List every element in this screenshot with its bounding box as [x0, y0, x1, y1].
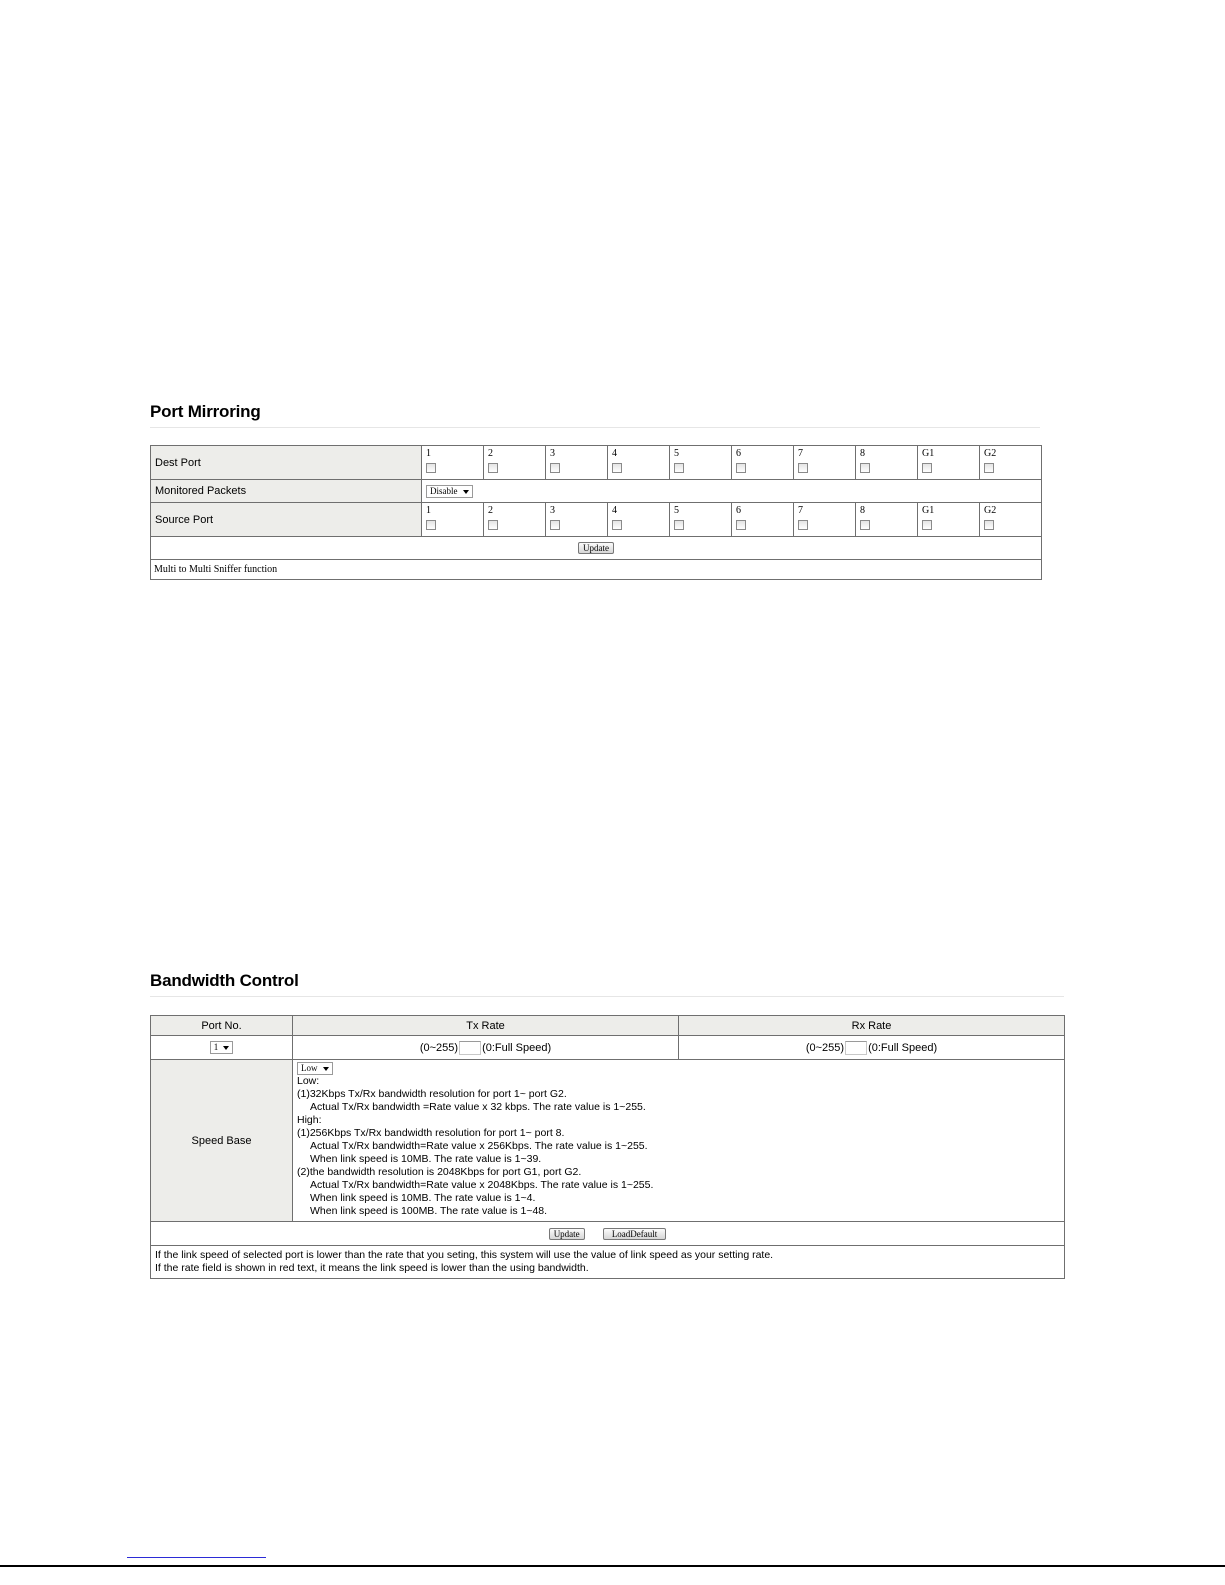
- page-footer-rule: [0, 1565, 1225, 1567]
- port-label: 3: [550, 505, 555, 516]
- notes-cell: [151, 1246, 1065, 1279]
- dest-port-checkbox[interactable]: [488, 463, 498, 473]
- dest-port-checkbox[interactable]: [922, 463, 932, 473]
- rx-rate-header: Rx Rate: [679, 1016, 1065, 1036]
- speed-info-line: When link speed is 100MB. The rate value is 1~48.: [310, 1205, 548, 1218]
- port-label: 5: [674, 505, 679, 516]
- dest-port-cell: [670, 446, 732, 480]
- port-label: G1: [922, 505, 935, 516]
- speed-base-label: Speed Base: [151, 1060, 293, 1222]
- note-row: [151, 560, 1042, 580]
- port-no-header: Port No.: [151, 1016, 293, 1036]
- dest-port-cell: [794, 446, 856, 480]
- source-port-checkbox[interactable]: [426, 520, 436, 530]
- tx-rate-header: Tx Rate: [293, 1016, 679, 1036]
- button-cell: [151, 1222, 1065, 1246]
- source-port-checkbox[interactable]: [674, 520, 684, 530]
- source-port-cell: [980, 503, 1042, 537]
- bandwidth-control-title: Bandwidth Control: [150, 971, 299, 990]
- port-label: 4: [612, 505, 617, 516]
- source-port-label: Source Port: [151, 503, 422, 537]
- bandwidth-control-table: [150, 1015, 1065, 1279]
- monitored-packets-cell: [422, 480, 1042, 503]
- port-label: 6: [736, 505, 741, 516]
- load-default-button[interactable]: LoadDefault: [603, 1228, 666, 1240]
- source-port-cell: [856, 503, 918, 537]
- update-cell: [151, 537, 1042, 560]
- dest-port-checkbox[interactable]: [426, 463, 436, 473]
- dest-port-cell: [918, 446, 980, 480]
- source-port-checkbox[interactable]: [922, 520, 932, 530]
- rx-rate-input[interactable]: [845, 1041, 867, 1055]
- tx-rate-cell: [293, 1036, 679, 1060]
- port-label: 8: [860, 505, 865, 516]
- rate-row: [151, 1036, 1065, 1060]
- port-label: 6: [736, 448, 741, 459]
- source-port-cell: [918, 503, 980, 537]
- port-label: G2: [984, 505, 997, 516]
- rx-range-label: (0~255): [805, 1041, 845, 1054]
- dest-port-row: [151, 446, 1042, 480]
- speed-base-cell: [293, 1060, 1065, 1222]
- update-row: [151, 537, 1042, 560]
- port-label: 2: [488, 448, 493, 459]
- source-port-cell: [794, 503, 856, 537]
- speed-base-select[interactable]: [297, 1062, 333, 1075]
- source-port-cell: [670, 503, 732, 537]
- speed-info-line: When link speed is 10MB. The rate value is 1~4.: [310, 1192, 536, 1205]
- source-port-cell: [546, 503, 608, 537]
- button-row: [151, 1222, 1065, 1246]
- speed-info-line: High:: [297, 1114, 322, 1127]
- dest-port-cell: [856, 446, 918, 480]
- source-port-cell: [608, 503, 670, 537]
- source-port-checkbox[interactable]: [488, 520, 498, 530]
- header-row: [151, 1016, 1065, 1036]
- source-port-checkbox[interactable]: [798, 520, 808, 530]
- monitored-packets-select[interactable]: [426, 485, 473, 498]
- monitored-packets-row: [151, 480, 1042, 503]
- select-value: Disable: [430, 485, 458, 496]
- dest-port-checkbox[interactable]: [550, 463, 560, 473]
- sniffer-note: Multi to Multi Sniffer function: [151, 560, 1042, 580]
- tx-rate-input[interactable]: [459, 1041, 481, 1055]
- speed-info-line: (2)the bandwidth resolution is 2048Kbps for port G1, port G2.: [297, 1166, 582, 1179]
- speed-info-line: Low:: [297, 1075, 320, 1088]
- dest-port-checkbox[interactable]: [736, 463, 746, 473]
- port-label: 1: [426, 448, 431, 459]
- monitored-packets-label: Monitored Packets: [151, 480, 422, 503]
- port-mirroring-title: Port Mirroring: [150, 402, 261, 421]
- dest-port-label: Dest Port: [151, 446, 422, 480]
- dest-port-checkbox[interactable]: [674, 463, 684, 473]
- note-line: If the link speed of selected port is lower than the rate that you seting, this system will use the value of link speed as your setting rate.: [155, 1249, 774, 1262]
- source-port-checkbox[interactable]: [984, 520, 994, 530]
- dest-port-cell: [546, 446, 608, 480]
- tx-hint-label: (0:Full Speed): [482, 1041, 552, 1054]
- update-button[interactable]: Update: [549, 1228, 585, 1240]
- chevron-down-icon: [223, 1046, 229, 1050]
- port-label: 8: [860, 448, 865, 459]
- dest-port-cell: [422, 446, 484, 480]
- dest-port-checkbox[interactable]: [984, 463, 994, 473]
- source-port-cell: [484, 503, 546, 537]
- select-value: Low: [301, 1063, 318, 1073]
- source-port-checkbox[interactable]: [736, 520, 746, 530]
- dest-port-checkbox[interactable]: [798, 463, 808, 473]
- port-label: G2: [984, 448, 997, 459]
- speed-info-line: Actual Tx/Rx bandwidth=Rate value x 2048Kbps. The rate value is 1~255.: [310, 1179, 654, 1192]
- tx-range-label: (0~255): [419, 1041, 459, 1054]
- port-cell: [151, 1036, 293, 1060]
- source-port-cell: [732, 503, 794, 537]
- speed-base-row: [151, 1060, 1065, 1222]
- note-line: If the rate field is shown in red text, it means the link speed is lower than the using bandwidth.: [155, 1262, 589, 1275]
- dest-port-cell: [484, 446, 546, 480]
- chevron-down-icon: [323, 1067, 329, 1071]
- update-button[interactable]: Update: [578, 542, 614, 554]
- title-divider: [150, 427, 1040, 428]
- speed-base-description: [297, 1075, 1064, 1218]
- footnote-link-rule: [127, 1557, 266, 1558]
- chevron-down-icon: [463, 490, 469, 494]
- source-port-checkbox[interactable]: [550, 520, 560, 530]
- port-label: 3: [550, 448, 555, 459]
- dest-port-cell: [732, 446, 794, 480]
- speed-info-line: Actual Tx/Rx bandwidth =Rate value x 32 kbps. The rate value is 1~255.: [310, 1101, 646, 1114]
- port-label: 7: [798, 505, 803, 516]
- dest-port-checkbox[interactable]: [612, 463, 622, 473]
- port-label: G1: [922, 448, 935, 459]
- rx-rate-cell: [679, 1036, 1065, 1060]
- port-label: 2: [488, 505, 493, 516]
- speed-info-line: When link speed is 10MB. The rate value is 1~39.: [310, 1153, 542, 1166]
- source-port-checkbox[interactable]: [612, 520, 622, 530]
- port-mirroring-table: [150, 445, 1042, 580]
- dest-port-cell: [608, 446, 670, 480]
- speed-info-line: (1)256Kbps Tx/Rx bandwidth resolution for port 1~ port 8.: [297, 1127, 565, 1140]
- dest-port-cell: [980, 446, 1042, 480]
- port-label: 1: [426, 505, 431, 516]
- source-port-row: [151, 503, 1042, 537]
- speed-info-line: (1)32Kbps Tx/Rx bandwidth resolution for port 1~ port G2.: [297, 1088, 567, 1101]
- port-label: 5: [674, 448, 679, 459]
- dest-port-checkbox[interactable]: [860, 463, 870, 473]
- port-select[interactable]: [210, 1041, 234, 1054]
- source-port-cell: [422, 503, 484, 537]
- rx-hint-label: (0:Full Speed): [868, 1041, 938, 1054]
- notes-row: [151, 1246, 1065, 1279]
- speed-info-line: Actual Tx/Rx bandwidth=Rate value x 256Kbps. The rate value is 1~255.: [310, 1140, 648, 1153]
- port-label: 7: [798, 448, 803, 459]
- select-value: 1: [213, 1042, 219, 1052]
- title-divider: [150, 996, 1064, 997]
- source-port-checkbox[interactable]: [860, 520, 870, 530]
- port-label: 4: [612, 448, 617, 459]
